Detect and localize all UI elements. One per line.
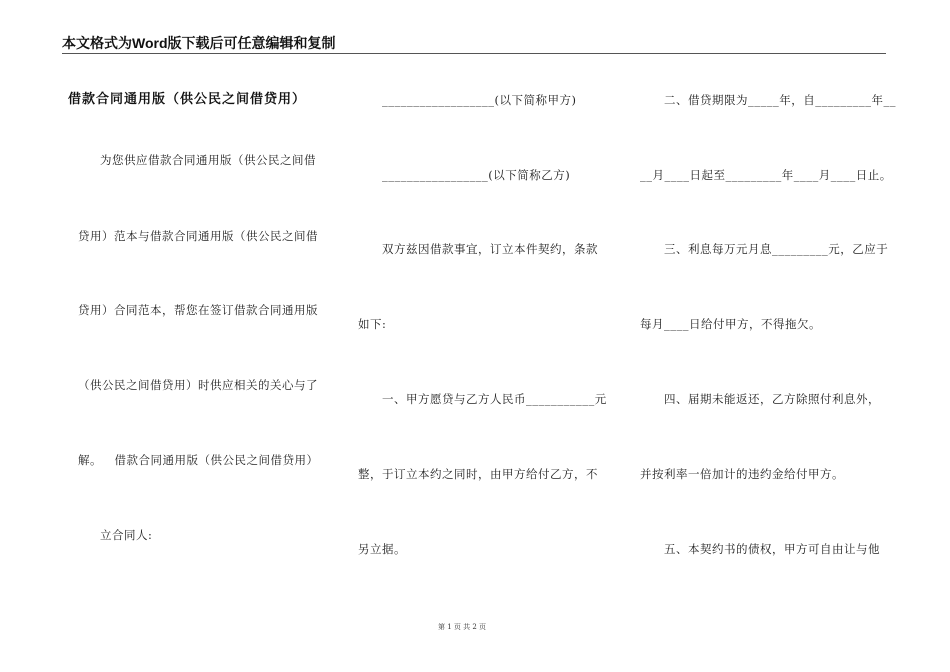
paragraph-line: 一、甲方愿贷与乙方人民币___________元 — [382, 392, 607, 406]
paragraph-line: 贷用）合同范本，帮您在签订借款合同通用版 — [78, 303, 318, 317]
paragraph-line: 贷用）范本与借款合同通用版（供公民之间借 — [78, 229, 318, 243]
paragraph-line: 解。 借款合同通用版（供公民之间借贷用） — [78, 453, 319, 467]
page-header-title: 本文格式为Word版下载后可任意编辑和复制 — [62, 35, 336, 51]
paragraph-line: 双方兹因借款事宜，订立本件契约，条款 — [382, 242, 598, 256]
paragraph-line: 四、届期未能返还，乙方除照付利息外， — [664, 392, 880, 406]
paragraph-line: 并按利率一倍加计的违约金给付甲方。 — [640, 467, 844, 481]
footer-page-number: 第 1 页 共 2 页 — [438, 623, 487, 631]
paragraph-line: 二、借贷期限为_____年，自_________年__ — [664, 93, 896, 107]
paragraph-line: 五、本契约书的债权，甲方可自由让与他 — [664, 542, 880, 556]
paragraph-line: 整，于订立本约之同时，由甲方给付乙方，不 — [358, 467, 598, 481]
paragraph-line: 如下: — [358, 317, 387, 331]
paragraph-line: 为您供应借款合同通用版（供公民之间借 — [100, 153, 316, 167]
paragraph-line: _________________(以下简称乙方) — [382, 168, 571, 182]
paragraph-line: 三、利息每万元月息_________元，乙应于 — [664, 242, 889, 256]
document-title: 借款合同通用版（供公民之间借贷用） — [68, 92, 307, 107]
paragraph-line: __________________(以下简称甲方) — [382, 93, 577, 107]
paragraph-line: 另立据。 — [358, 542, 406, 556]
paragraph-line: （供公民之间借贷用）时供应相关的关心与了 — [78, 378, 318, 392]
paragraph-line: __月____日起至_________年____月____日止。 — [640, 168, 892, 182]
paragraph-line: 立合同人: — [100, 528, 153, 542]
header-rule — [62, 53, 886, 54]
paragraph-line: 每月____日给付甲方，不得拖欠。 — [640, 317, 821, 331]
